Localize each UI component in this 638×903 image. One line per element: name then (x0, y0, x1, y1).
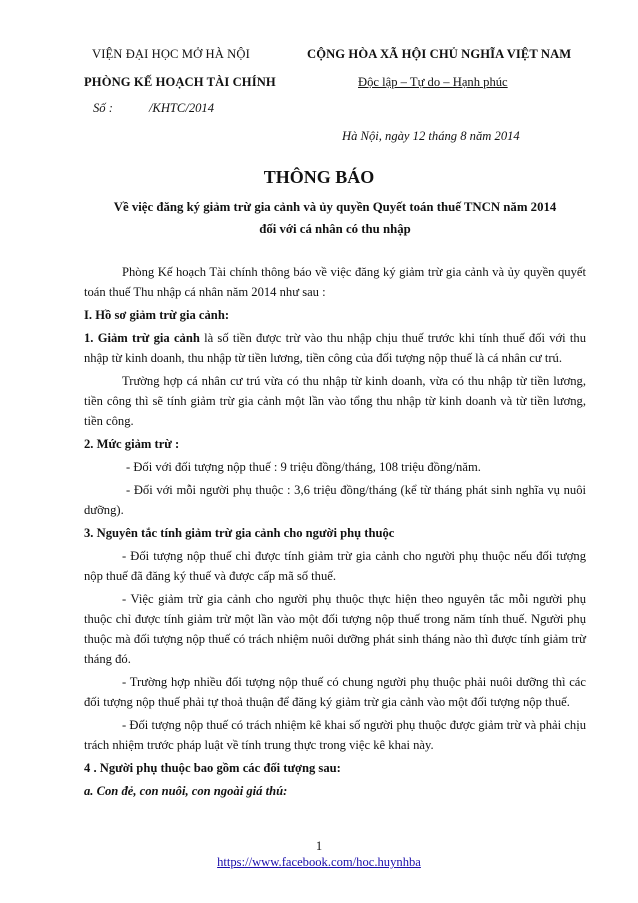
section-3-item-2: - Việc giảm trừ gia cảnh cho người phụ thuộc thực hiện theo nguyên tắc mỗi người phụ thuộc chỉ được tính giảm trừ một lần vào một đối tượng nộp thuế trong năm tính thuế. Người phụ thuộc mà đối tượng nộp thuế có trách nhiệm nuôi dưỡng phát sinh tháng nào thì được tính giảm trừ tháng đó. (84, 592, 586, 666)
national-motto-subtitle: Độc lập – Tự do – Hạnh phúc (358, 75, 508, 89)
subtitle-line-2: đối với cá nhân có thu nhập (259, 222, 411, 236)
national-motto-title: CỘNG HÒA XÃ HỘI CHỦ NGHĨA VIỆT NAM (307, 47, 572, 61)
section-3-item-4: - Đối tượng nộp thuế có trách nhiệm kê khai số người phụ thuộc được giảm trừ và phải chịu trách nhiệm trước pháp luật về tính trung thực trong việc kê khai này. (84, 718, 586, 752)
document-number (93, 98, 214, 118)
department-name: PHÒNG KẾ HOẠCH TÀI CHÍNH (84, 75, 276, 89)
institution-name: VIỆN ĐẠI HỌC MỞ HÀ NỘI (92, 47, 250, 61)
section-2-item-1: - Đối với đối tượng nộp thuế : 9 triệu đồng/tháng, 108 triệu đồng/năm. (126, 460, 481, 474)
subtitle-line-1: Về việc đăng ký giảm trừ gia cảnh và ủy quyền Quyết toán thuế TNCN năm 2014 (113, 200, 557, 214)
document-body (84, 262, 586, 804)
section-4a-heading: a. Con đẻ, con nuôi, con ngoài giá thú: (84, 784, 288, 798)
page-number: 1 (315, 839, 323, 853)
document-number-label: Số : (93, 101, 113, 115)
section-2-heading: 2. Mức giảm trừ : (84, 437, 180, 451)
document-date: Hà Nội, ngày 12 tháng 8 năm 2014 (342, 129, 520, 143)
document-title: THÔNG BÁO (263, 167, 375, 187)
section-3-item-1: - Đối tượng nộp thuế chỉ được tính giảm trừ gia cảnh cho người phụ thuộc nếu đối tượng nộp thuế đã đăng ký thuế và được cấp mã số thuế. (84, 549, 586, 583)
section-1-heading: I. Hồ sơ giảm trừ gia cảnh: (84, 308, 230, 322)
section-3-heading: 3. Nguyên tắc tính giảm trừ gia cảnh cho người phụ thuộc (84, 526, 395, 540)
section-1-paragraph (84, 328, 586, 368)
section-3-item-3: - Trường hợp nhiều đối tượng nộp thuế có chung người phụ thuộc phải nuôi dưỡng thì các đối tượng nộp thuế phải tự thoả thuận để đăng ký giảm trừ gia cảnh vào một đối tượng nộp thuế. (84, 675, 586, 709)
section-2-item-2: - Đối với mỗi người phụ thuộc : 3,6 triệu đồng/tháng (kể từ tháng phát sinh nghĩa vụ nuôi dưỡng). (84, 483, 586, 517)
section-4-heading: 4 . Người phụ thuộc bao gồm các đối tượng sau: (84, 761, 341, 775)
intro-paragraph: Phòng Kế hoạch Tài chính thông báo về việc đăng ký giảm trừ gia cảnh và ủy quyền quyết toán thuế Thu nhập cá nhân năm 2014 như sau : (84, 265, 586, 299)
section-1-text: là số tiền được trừ vào thu nhập chịu thuế trước khi tính thuế đối với thu nhập từ kinh doanh, thu nhập từ tiền lương, tiền công của đối tượng nộp thuế là cá nhân cư trú. (84, 331, 586, 365)
section-1-term: 1. Giảm trừ gia cảnh (84, 331, 200, 345)
document-number-code: /KHTC/2014 (148, 101, 215, 115)
document-subtitle (84, 196, 586, 240)
footer-link[interactable]: https://www.facebook.com/hoc.huynhba (217, 855, 421, 869)
section-1-paragraph-2: Trường hợp cá nhân cư trú vừa có thu nhập từ kinh doanh, vừa có thu nhập từ tiền lương, tiền công thì sẽ tính giảm trừ gia cảnh một lần vào tổng thu nhập từ kinh doanh và từ tiền lương, tiền công. (84, 374, 586, 428)
